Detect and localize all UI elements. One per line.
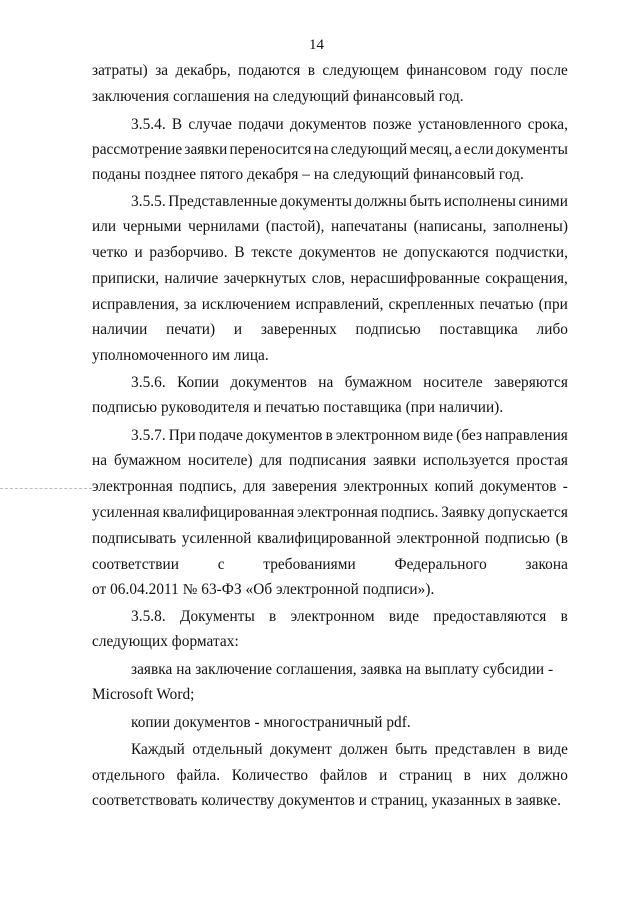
word: Документы [179,608,255,625]
word: напечатаны [331,218,408,235]
word: В [234,244,245,261]
word: разборчиво. [149,244,228,261]
word: документов [289,116,367,133]
text-line: соответствовать количеству документов и страниц, указанных в заявке. [92,792,561,809]
word: тексте [251,244,293,261]
word: заверенных [260,321,337,338]
word: исправления, [92,296,179,313]
word: 3.5.6. [131,374,166,391]
text-line: копии документов - многостраничный pdf. [131,714,411,731]
word: усиленная [92,504,160,521]
word: исправлений, [295,296,384,313]
word: поставщика [439,321,518,338]
word: представлен [434,741,516,758]
word: скрепленных [388,296,475,313]
word: месяц, [409,141,453,158]
word: четко [92,244,128,261]
word: - [562,478,568,495]
word: виде [422,427,454,444]
word: носителе [423,374,483,391]
word: заполнены) [493,218,568,235]
word: Заявку [441,504,486,521]
word: печатью [479,296,534,313]
word: носителе) [188,452,253,469]
word: квалифицированной [257,530,391,547]
word: на [318,374,334,391]
word: (в [555,530,568,547]
word: страниц [398,767,452,784]
word: Каждый [131,741,185,758]
word: для [259,452,283,469]
text-line [131,374,568,392]
word: сокращения, [485,270,568,287]
word: переносится [229,141,312,158]
word: Федерального [394,556,487,573]
text-line: подписью руководителя и печатью поставщика (при наличии). [92,399,504,416]
word: подпись. [380,504,439,521]
text-line: от 06.04.2011 № 63-ФЗ «Об электронной подписи»). [92,581,435,598]
word: подчистки, [495,244,568,261]
word: документов [245,427,323,444]
word: черными [122,218,182,235]
word: с [217,556,225,573]
word: Представленные [168,193,278,210]
word: (написаны, [413,218,487,235]
word: виде [388,608,420,625]
text-line [92,244,568,262]
word: за [155,62,169,79]
word: в [560,608,568,625]
word: заявки [184,141,228,158]
word: после [530,62,568,79]
word: отдельного [92,767,165,784]
word: Копии [177,374,219,391]
text-line [92,141,568,159]
word: на [313,141,329,158]
text-line [131,193,568,211]
word: и [134,244,143,261]
word: затраты) [92,62,148,79]
word: следующий [330,141,408,158]
text-line [131,741,568,759]
text-line [92,504,568,522]
text-line [92,321,568,339]
text-line: поданы позднее пятого декабря – на следующий финансовый год. [92,166,524,183]
word: подписания [288,452,367,469]
word: приписки, [92,270,160,287]
word: бумажном [113,452,182,469]
text-line [92,452,568,470]
word: случае [188,116,233,133]
word: отдельный [192,741,263,758]
word: подписью [355,321,421,338]
text-line [131,427,568,445]
word: подаются [238,62,301,79]
word: подаче [198,427,243,444]
word: 3.5.5. [131,193,166,210]
word: срока, [527,116,568,133]
word: позже [372,116,412,133]
text-line [131,116,568,134]
word: зачеркнутых [223,270,307,287]
word: и [379,767,388,784]
word: печати) [166,321,216,338]
word: быть [395,741,428,758]
word: допускается [487,504,568,521]
word: документы [495,141,568,158]
word: документ [270,741,332,758]
word: В [171,116,183,133]
margin-scan-mark [0,488,92,489]
word: быть [409,193,442,210]
text-line: Microsoft Word; [92,686,195,703]
word: предоставляются [433,608,547,625]
word: усиленной [181,530,252,547]
word: должны [354,193,407,210]
word: (пастой), [265,218,325,235]
word: исключением [201,296,291,313]
word: на [92,452,108,469]
word: электронном [335,427,420,444]
text-line [92,218,568,236]
word: наличие [164,270,219,287]
word: (при [538,296,568,313]
word: подписывать [92,530,177,547]
text-line: заявка на заключение соглашения, заявка на выплату субсидии - [131,661,554,678]
text-line: уполномоченного им лица. [92,347,269,364]
word: электронной [396,530,480,547]
word: декабрь, [175,62,231,79]
text-line [92,530,568,548]
word: документов [299,244,376,261]
word: документов [479,478,557,495]
word: в [307,62,316,79]
word: и [233,321,243,338]
word: заверения [271,478,337,495]
word: допускаются [404,244,489,261]
text-line [92,767,568,785]
word: установленного [417,116,522,133]
word: электронном [290,608,375,625]
word: чернилами [188,218,260,235]
word: синими [518,193,568,210]
word: или [92,218,117,235]
word: наличии [92,321,148,338]
word: слов, [311,270,346,287]
text-line [92,62,568,80]
word: них [482,767,507,784]
word: документов [230,374,307,391]
word: квалифицированная [162,504,295,521]
word: закона [525,556,568,573]
word: финансовом [406,62,487,79]
text-line [92,296,568,314]
word: документы [279,193,353,210]
word: для [242,478,266,495]
word: должно [518,767,568,784]
word: заверяются [494,374,568,391]
word: либо [536,321,568,338]
word: не [382,244,398,261]
word: подписью [484,530,551,547]
text-line [92,556,568,574]
word: если [463,141,494,158]
word: в [269,608,277,625]
word: 3.5.8. [131,608,166,625]
word: рассмотрение [92,141,183,158]
word: При [168,427,196,444]
word: в [523,741,531,758]
word: соответствии [92,556,180,573]
text-line: следующих форматах: [92,633,239,650]
word: бумажном [344,374,412,391]
word: в [325,427,333,444]
word: (без [456,427,483,444]
word: следующем [322,62,399,79]
word: нерасшифрованные [350,270,480,287]
word: используется [422,452,510,469]
word: а [454,141,462,158]
word: 3.5.4. [131,116,166,133]
word: электронная [297,504,379,521]
word: файла. [176,767,221,784]
word: за [183,296,197,313]
word: году [494,62,523,79]
word: исполнены [443,193,516,210]
word: должен [339,741,388,758]
text-line [131,608,568,626]
word: подпись, [179,478,237,495]
text-line: заключения соглашения на следующий финансовый год. [92,88,464,105]
word: требованиями [263,556,356,573]
word: направления [485,427,568,444]
word: Количество [231,767,309,784]
word: простая [516,452,568,469]
text-line [92,478,568,496]
word: электронная [92,478,173,495]
word: виде [537,741,568,758]
word: файлов [319,767,368,784]
word: копий [434,478,474,495]
word: подачи [238,116,284,133]
page-number: 14 [309,37,324,53]
text-line [92,270,568,288]
word: 3.5.7. [131,427,166,444]
word: электронных [343,478,429,495]
word: заявки [373,452,417,469]
word: в [463,767,471,784]
